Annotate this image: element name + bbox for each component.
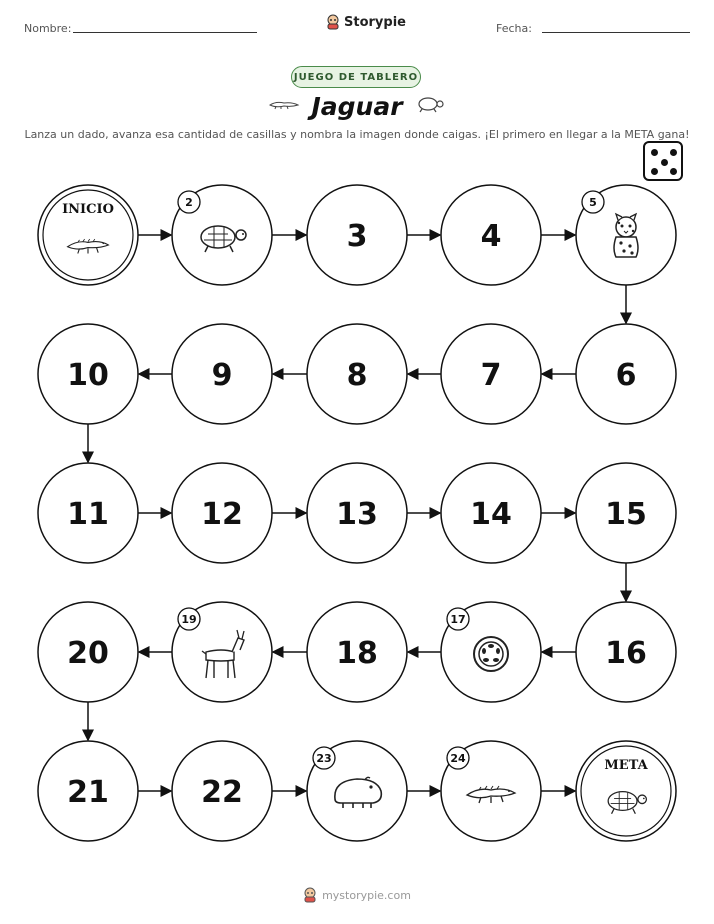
board-cell-13	[307, 463, 407, 563]
board-cell-7	[441, 324, 541, 424]
date-label: Fecha:	[496, 22, 532, 35]
name-label: Nombre:	[24, 22, 72, 35]
cell-number: 13	[336, 497, 378, 532]
cell-number: 11	[67, 497, 109, 532]
board-cell-15	[576, 463, 676, 563]
board-cell-8	[307, 324, 407, 424]
cell-number: 21	[67, 775, 109, 810]
footer-url: mystorypie.com	[322, 888, 411, 902]
board-cell-6	[576, 324, 676, 424]
board-cell-19	[172, 602, 272, 702]
board-cell-3	[307, 185, 407, 285]
board-cell-10	[38, 324, 138, 424]
cell-number-badge: 5	[589, 196, 597, 209]
cell-number: 18	[336, 636, 378, 671]
board-cell-11	[38, 463, 138, 563]
cell-number: 9	[211, 358, 233, 393]
board-cell-23	[307, 741, 407, 841]
game-type-badge: JUEGO DE TABLERO	[291, 66, 421, 88]
board-cell-20	[38, 602, 138, 702]
start-label: INICIO	[62, 202, 114, 217]
cell-number: 12	[201, 497, 243, 532]
cell-number: 22	[201, 775, 243, 810]
board-cell-25	[576, 741, 676, 841]
cell-number-badge: 17	[450, 613, 466, 626]
cell-number: 6	[615, 358, 637, 393]
board-cell-14	[441, 463, 541, 563]
board-cell-17	[441, 602, 541, 702]
cell-number: 15	[605, 497, 647, 532]
cell-number: 16	[605, 636, 647, 671]
cell-number: 20	[67, 636, 109, 671]
board-cell-18	[307, 602, 407, 702]
cell-number-badge: 19	[181, 613, 197, 626]
cell-number-badge: 23	[316, 752, 332, 765]
cell-number: 7	[480, 358, 502, 393]
spots-icon	[474, 637, 508, 671]
footer	[0, 887, 714, 903]
cell-number: 3	[346, 219, 368, 254]
cell-number: 14	[470, 497, 512, 532]
cell-number: 10	[67, 358, 109, 393]
board-cell-16	[576, 602, 676, 702]
cell-number: 4	[480, 219, 502, 254]
cell-number-badge: 2	[185, 196, 193, 209]
board-cell-12	[172, 463, 272, 563]
board-cell-9	[172, 324, 272, 424]
cell-number: 8	[346, 358, 368, 393]
board-cell-21	[38, 741, 138, 841]
cell-number-badge: 24	[450, 752, 466, 765]
page-title: Jaguar	[311, 92, 403, 121]
instructions: Lanza un dado, avanza esa cantidad de casillas y nombra la imagen donde caigas. ¡El primero en llegar a la META gana!	[24, 128, 690, 141]
board-cell-22	[172, 741, 272, 841]
brand-name: Storypie	[344, 14, 406, 30]
board-cell-5	[576, 185, 676, 285]
board-cell-1	[38, 185, 138, 285]
board-cell-2	[172, 185, 272, 285]
storypie-mascot-icon	[303, 887, 317, 903]
board-cell-4	[441, 185, 541, 285]
end-label: META	[604, 758, 648, 773]
board-cell-24	[441, 741, 541, 841]
